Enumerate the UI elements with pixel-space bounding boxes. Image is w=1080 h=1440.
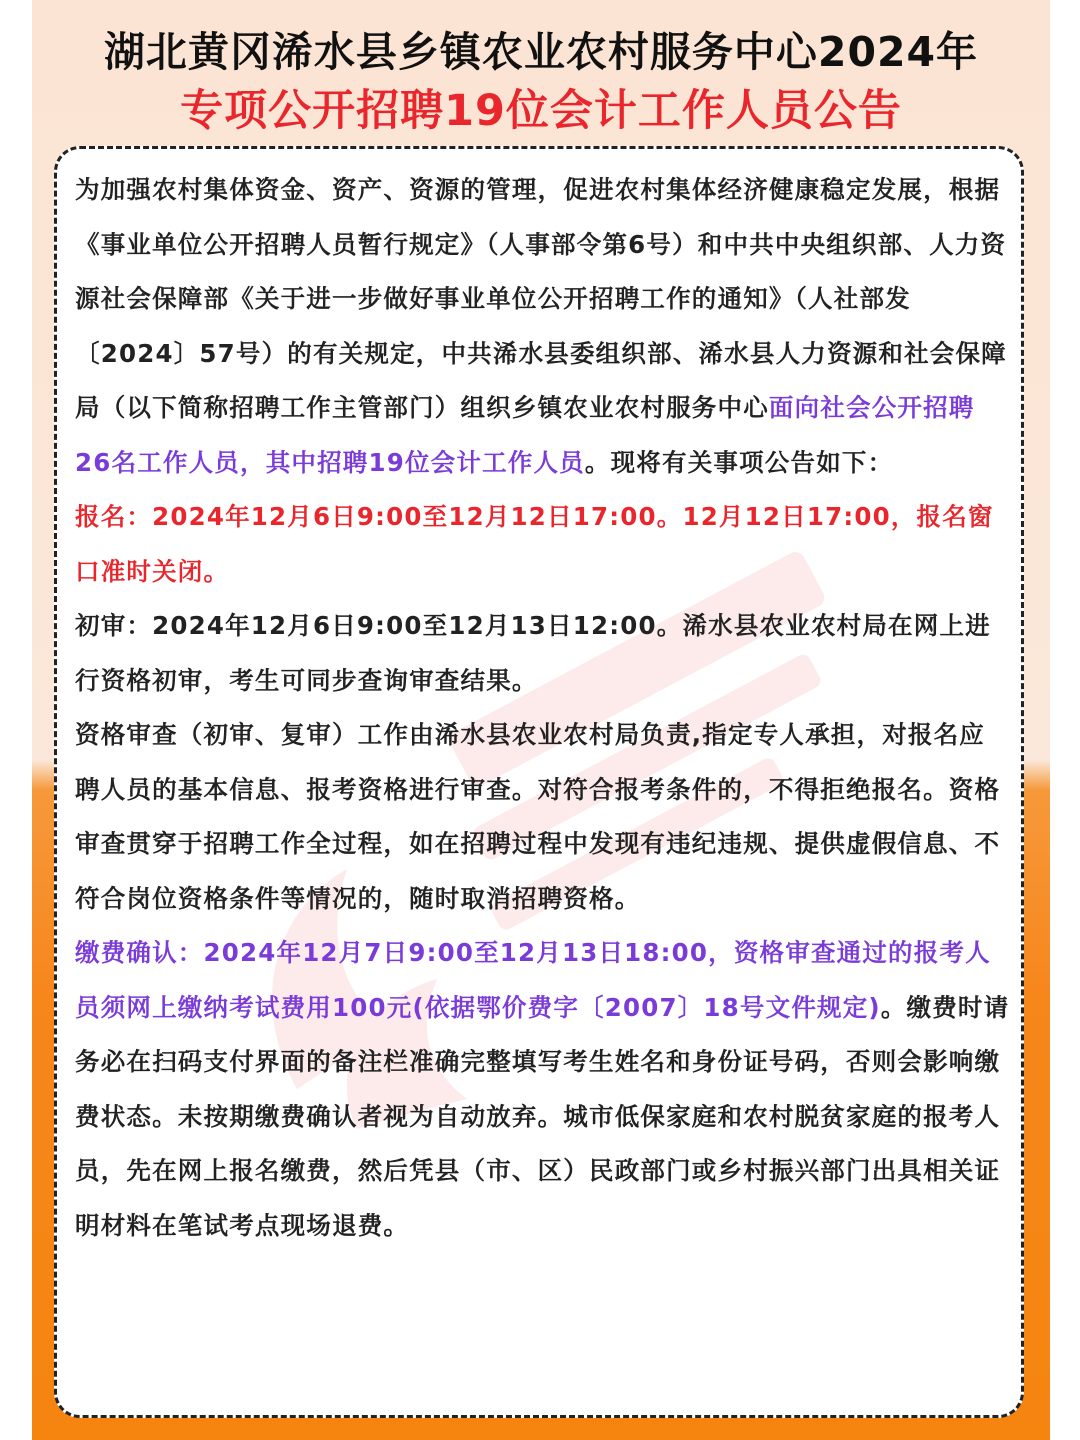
intro-paragraph [75,163,1010,490]
payment-highlight: 缴费确认：2024年12月7日9:00至12月13日18:00，资格审查通过的报考人员须网上缴纳考试费用100元(依据鄂价费字〔2007〕18号文件规定) [75,938,991,1022]
registration-paragraph: 报名：2024年12月6日9:00至12月12日17:00。12月12日17:00，报名窗口准时关闭。 [75,502,994,586]
payment-text: 。缴费时请务必在扫码支付界面的备注栏准确完整填写考生姓名和身份证号码，否则会影响缴费状态。未按期缴费确认者视为自动放弃。城市低保家庭和农村脱贫家庭的报考人员，先在网上报名缴费，然后凭县（市、区）民政部门或乡村振兴部门出具相关证明材料在笔试考点现场退费。 [75,992,1010,1240]
payment-paragraph [75,926,1010,1253]
right-margin [1050,0,1080,1440]
intro-highlight: 面向社会公开招聘26名工作人员，其中招聘19位会计工作人员 [75,393,975,477]
qualification-review-paragraph: 资格审查（初审、复审）工作由浠水县农业农村局负责,指定专人承担，对报名应聘人员的基本信息、报考资格进行审查。对符合报考条件的，不得拒绝报名。资格审查贯穿于招聘工作全过程，如在招聘过程中发现有违纪违规、提供虚假信息、不符合岗位资格条件等情况的，随时取消招聘资格。 [75,720,1001,913]
preliminary-review-paragraph: 初审：2024年12月6日9:00至12月13日12:00。浠水县农业农村局在网上进行资格初审，考生可同步查询审查结果。 [75,611,991,695]
title-line-2: 专项公开招聘19位会计工作人员公告 [180,86,902,136]
intro-text: 为加强农村集体资金、资产、资源的管理，促进农村集体经济健康稳定发展，根据《事业单位公开招聘人员暂行规定》（人事部令第6号）和中共中央组织部、人力资源社会保障部《关于进一步做好事业单位公开招聘工作的通知》（人社部发〔2024〕57号）的有关规定，中共浠水县委组织部、浠水县人力资源和社会保障局（以下简称招聘工作主管部门）组织乡镇农业农村服务中心 [75,175,1007,422]
left-margin [0,0,32,1440]
announcement-body [75,163,1010,1253]
title-line-1: 湖北黄冈浠水县乡镇农业农村服务中心2024年 [103,28,979,76]
announcement-card [54,146,1024,1418]
intro-text-end: 。现将有关事项公告如下： [584,447,894,477]
